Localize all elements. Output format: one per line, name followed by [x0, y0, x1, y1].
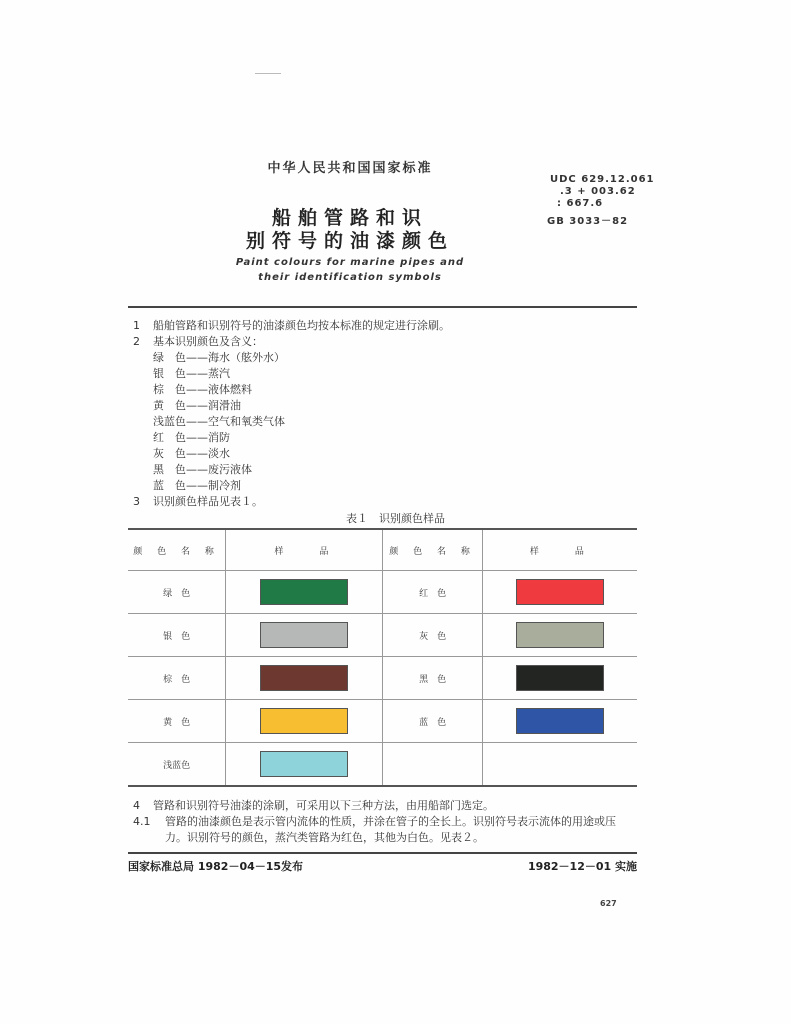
table-row	[128, 614, 637, 657]
header-sample-right: 样 品	[482, 529, 637, 571]
meaning-item: 绿 色——海水（舷外水）	[153, 351, 285, 364]
meaning-item: 灰 色——淡水	[153, 447, 230, 460]
color-name: 灰 色	[383, 614, 482, 657]
clause-4-1-text-line-2: 力。识别符号的颜色，蒸汽类管路为红色，其他为白色。见表２。	[165, 831, 484, 844]
top-mark	[255, 73, 281, 74]
color-swatch	[260, 579, 348, 605]
sample-cell	[482, 700, 637, 743]
title-line-1: 船舶管路和识	[271, 207, 428, 229]
udc-line-1: UDC 629.12.061	[550, 174, 655, 185]
clause-3-number: 3	[133, 495, 140, 508]
clause-4-1-number: 4.1	[133, 815, 151, 828]
header-sample-left: 样 品	[226, 529, 383, 571]
clause-2-number: 2	[133, 335, 140, 348]
sample-cell	[226, 614, 383, 657]
table-row	[128, 657, 637, 700]
color-name: 银 色	[128, 614, 226, 657]
table-caption: 表１ 识别颜色样品	[346, 512, 445, 525]
title-line-2: 别符号的油漆颜色	[245, 230, 454, 252]
color-swatch	[516, 622, 604, 648]
meaning-item: 棕 色——液体燃料	[153, 383, 252, 396]
color-name: 黑 色	[383, 657, 482, 700]
color-name: 红 色	[383, 571, 482, 614]
clause-1-text: 船舶管路和识别符号的油漆颜色均按本标准的规定进行涂刷。	[153, 319, 450, 332]
clause-4-text: 管路和识别符号油漆的涂刷，可采用以下三种方法，由用船部门选定。	[153, 799, 494, 812]
meaning-item: 蓝 色——制冷剂	[153, 479, 241, 492]
color-name: 绿 色	[128, 571, 226, 614]
color-swatch	[516, 708, 604, 734]
header-divider	[128, 306, 637, 308]
color-sample-table	[128, 528, 637, 787]
header-color-name-right: 颜 色 名 称	[383, 529, 482, 571]
clause-1-number: 1	[133, 319, 140, 332]
meaning-item: 浅蓝色——空气和氧类气体	[153, 415, 285, 428]
meaning-item: 黑 色——废污液体	[153, 463, 252, 476]
clause-2-text: 基本识别颜色及含义：	[153, 335, 263, 348]
empty-cell	[383, 743, 482, 787]
color-swatch	[516, 665, 604, 691]
meaning-item: 黄 色——润滑油	[153, 399, 241, 412]
color-name: 浅蓝色	[128, 743, 226, 787]
udc-line-3: : 667.6	[557, 198, 604, 209]
table-header-row	[128, 529, 637, 571]
color-swatch	[516, 579, 604, 605]
sample-cell	[482, 571, 637, 614]
footer-divider	[128, 852, 637, 854]
color-swatch	[260, 665, 348, 691]
standard-label: 中华人民共和国国家标准	[267, 161, 433, 176]
sample-cell	[226, 743, 383, 787]
meaning-item: 红 色——消防	[153, 431, 230, 444]
color-name: 蓝 色	[383, 700, 482, 743]
effective-date: 1982－12－01 实施	[527, 860, 637, 873]
udc-line-2: .3 + 003.62	[560, 186, 636, 197]
english-title-line-2: their identification symbols	[258, 272, 442, 283]
empty-cell	[482, 743, 637, 787]
table-row	[128, 700, 637, 743]
color-swatch	[260, 708, 348, 734]
table-row	[128, 743, 637, 787]
color-name: 黄 色	[128, 700, 226, 743]
sample-cell	[226, 657, 383, 700]
sample-cell	[482, 614, 637, 657]
header-color-name-left: 颜 色 名 称	[128, 529, 226, 571]
sample-cell	[226, 700, 383, 743]
meaning-item: 银 色——蒸汽	[153, 367, 230, 380]
clause-4-1-text-line-1: 管路的油漆颜色是表示管内流体的性质，并涂在管子的全长上。识别符号表示流体的用途或压	[165, 815, 616, 828]
sample-cell	[482, 657, 637, 700]
sample-cell	[226, 571, 383, 614]
page-number: 627	[600, 899, 617, 908]
color-swatch	[260, 622, 348, 648]
table-row	[128, 571, 637, 614]
gb-number: GB 3033－82	[547, 216, 629, 227]
color-name: 棕 色	[128, 657, 226, 700]
english-title-line-1: Paint colours for marine pipes and	[235, 257, 465, 268]
clause-4-number: 4	[133, 799, 140, 812]
issue-info: 国家标准总局 1982－04－15发布	[128, 860, 304, 873]
color-swatch	[260, 751, 348, 777]
clause-3-text: 识别颜色样品见表１。	[153, 495, 263, 508]
